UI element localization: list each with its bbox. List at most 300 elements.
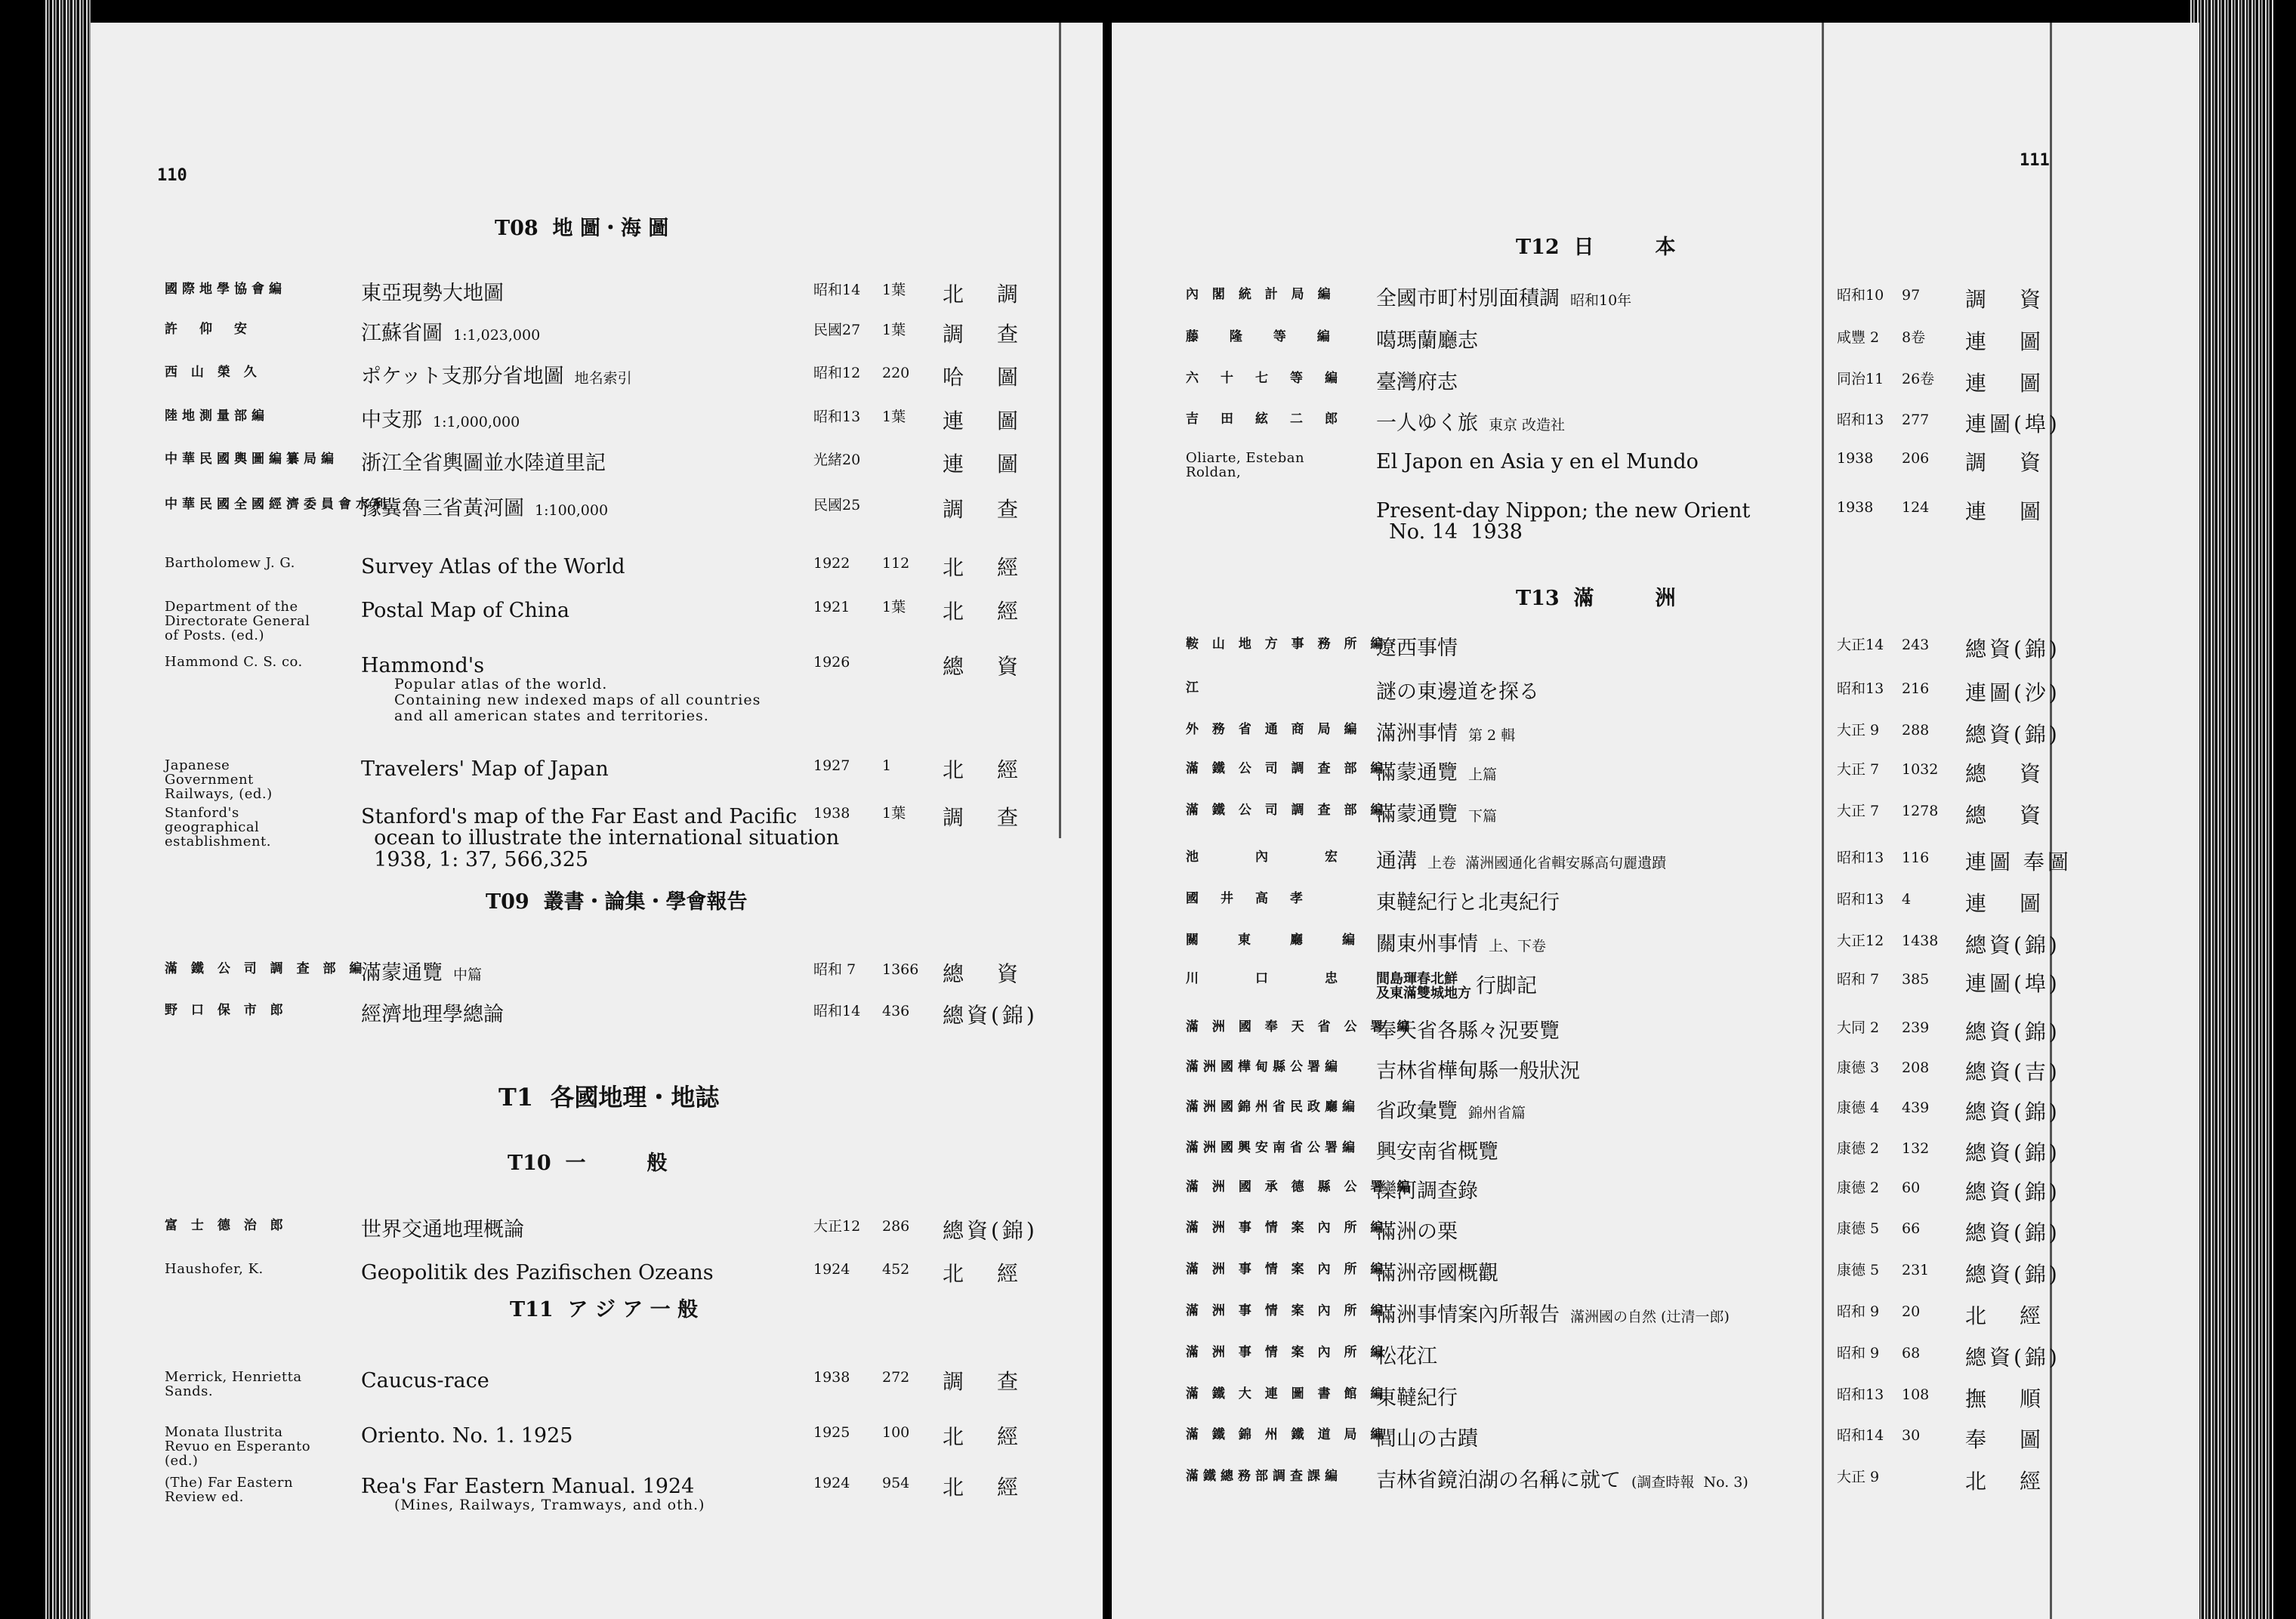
entry-title-text: 東韃紀行 (1376, 1386, 1458, 1410)
entry-row (91, 557, 1103, 602)
entry-location: 連圖(埠) (1965, 971, 2060, 996)
entry-date: 1927 (813, 757, 850, 774)
entry-author: Monata Ilustrita Revuo en Esperanto (ed.) (165, 1424, 311, 1469)
entry-title (361, 806, 839, 871)
entry-title-text: 吉林省樺甸縣一般狀況 (1376, 1059, 1580, 1083)
entry-date: 1924 (813, 1261, 850, 1278)
entry-author: 池 內 宏 (1186, 850, 1342, 865)
section-heading-t12: T12 日 本 (1516, 236, 1676, 259)
entry-row (91, 759, 1103, 804)
entry-date: 康德 3 (1837, 1059, 1880, 1076)
entry-date: 康德 5 (1837, 1262, 1880, 1278)
entry-title (361, 323, 540, 344)
entry-author: 滿 洲 事 情 案 內 所 編 (1186, 1220, 1388, 1235)
entry-count: 97 (1902, 287, 1921, 304)
entry-location: 連圖(埠) (1965, 412, 2060, 436)
entry-row (91, 1263, 1103, 1308)
entry-title (1376, 1305, 1730, 1326)
entry-count: 208 (1902, 1059, 1930, 1076)
entry-title (1376, 1142, 1498, 1163)
entry-date: 民國25 (813, 497, 861, 513)
entry-author: 陸地測量部編 (165, 409, 269, 424)
entry-author: 川 口 忠 (1186, 971, 1342, 986)
entry-title (1376, 638, 1458, 659)
entry-title-text: 行脚記 (1476, 974, 1537, 998)
entry-title (1376, 1388, 1458, 1409)
entry-title-text: 浙江全省輿圖並水陸道里記 (361, 452, 606, 475)
entry-subtitle: Popular atlas of the world. Containing new indexed maps of all countries and all american states and territories. (394, 676, 761, 725)
entry-date: 1938 (813, 805, 850, 822)
entry-title (1376, 851, 1666, 872)
entry-row (91, 805, 1103, 871)
entry-title-text: Hammond's (361, 654, 485, 677)
entry-row (1112, 1470, 2199, 1516)
entry-author: 滿 鐵 錦 州 鐵 道 局 編 (1186, 1427, 1388, 1442)
entry-date: 1938 (1837, 450, 1874, 467)
entry-location: 北經 (1965, 1303, 2075, 1328)
entry-title-text: 關東州事情 (1376, 933, 1478, 956)
entry-row (1112, 331, 2199, 376)
entry-title (1376, 288, 1631, 310)
entry-date: 大正 9 (1837, 1469, 1880, 1485)
entry-author: Oliarte, Esteban Roldan, (1186, 450, 1305, 480)
entry-date: 咸豐 2 (1837, 329, 1880, 346)
entry-row (91, 323, 1103, 369)
entry-author: Japanese Government Railways, (ed.) (165, 757, 273, 802)
entry-count: 8卷 (1902, 329, 1926, 346)
entry-author: Haushofer, K. (165, 1261, 264, 1277)
entry-note: 上卷 滿洲國通化省輯安縣高句麗遺蹟 (1427, 855, 1667, 871)
entry-date: 昭和10 (1837, 287, 1884, 304)
entry-count: 20 (1902, 1303, 1921, 1320)
page-number: 111 (2020, 151, 2050, 170)
entry-row (1112, 763, 2199, 808)
entry-date: 1924 (813, 1475, 850, 1491)
entry-title (1376, 501, 1750, 544)
entry-count: 132 (1902, 1140, 1930, 1157)
entry-title (1376, 893, 1560, 914)
entry-location: 連圖(沙) (1965, 680, 2060, 705)
entry-location: 總資 (943, 961, 1052, 986)
entry-row (91, 600, 1103, 646)
entry-row (1112, 372, 2199, 418)
entry-location: 調查 (943, 322, 1052, 347)
entry-location: 調查 (943, 1369, 1052, 1394)
entry-count: 66 (1902, 1220, 1921, 1237)
entry-title (1376, 452, 1699, 473)
entry-title (1376, 331, 1478, 352)
entry-location: 調查 (943, 497, 1052, 522)
entry-author: 關 東 廳 編 (1186, 933, 1359, 948)
entry-date: 康德 5 (1837, 1220, 1880, 1237)
entry-count: 272 (882, 1369, 910, 1386)
entry-author: 國際地學協會編 (165, 282, 286, 297)
entry-date: 康德 2 (1837, 1140, 1880, 1157)
entry-row (1112, 501, 2199, 546)
section-heading-t09: T09 叢書・論集・學會報告 (486, 890, 748, 914)
entry-count: 385 (1902, 971, 1930, 988)
entry-date: 昭和13 (1837, 1386, 1884, 1403)
entry-count: 1032 (1902, 761, 1939, 778)
entry-title-text: El Japon en Asia y en el Mundo (1376, 450, 1699, 473)
entry-location: 連圖 (943, 409, 1052, 433)
entry-location: 連圖 (1965, 499, 2075, 524)
entry-author: 中華民國全國經濟委員會水利 (165, 497, 390, 512)
entry-date: 昭和 7 (1837, 971, 1880, 988)
entry-author: Department of the Directorate General of Posts. (ed.) (165, 599, 310, 643)
entry-date: 1922 (813, 555, 850, 572)
entry-title (361, 600, 569, 621)
entry-row (1112, 973, 2199, 1018)
entry-title-text: 滿洲事情案內所報告 (1376, 1303, 1560, 1327)
entry-title-prefix: 間島琿春北鮮 及東滿雙城地方 (1376, 971, 1471, 1001)
entry-date: 1926 (813, 654, 850, 671)
entry-title-text: 奉天省各縣々況要覽 (1376, 1019, 1560, 1043)
entry-row (1112, 1388, 2199, 1433)
entry-date: 康德 2 (1837, 1180, 1880, 1196)
entry-title-text: 一人ゆく旅 (1376, 412, 1478, 435)
entry-date: 昭和14 (1837, 1427, 1884, 1444)
entry-author: 中華民國輿圖編纂局編 (165, 452, 338, 467)
entry-title (1376, 372, 1458, 393)
entry-count: 1278 (1902, 803, 1939, 819)
section-heading-t08: T08 地 圖・海 圖 (495, 217, 669, 240)
entry-title-text: Stanford's map of the Far East and Pacific ocean to illustrate the international situation 1938, 1: 37, 566,325 (361, 805, 840, 871)
entry-author: 滿洲國錦州省民政廳編 (1186, 1099, 1359, 1115)
entry-count: 243 (1902, 637, 1930, 653)
entry-title-text: 遼西事情 (1376, 637, 1458, 660)
entry-date: 昭和13 (1837, 412, 1884, 428)
entry-location: 北經 (943, 1424, 1052, 1449)
entry-date: 1938 (1837, 499, 1874, 516)
entry-author: 藤 隆 等 編 (1186, 329, 1335, 344)
entry-location: 總資(錦) (1965, 722, 2060, 747)
entry-title-text: 東韃紀行と北夷紀行 (1376, 891, 1560, 914)
entry-row (1112, 851, 2199, 896)
entry-title-text: 世界交通地理概論 (361, 1218, 524, 1241)
entry-date: 大正 7 (1837, 803, 1880, 819)
entry-title (1376, 763, 1497, 784)
section-heading-t1: T1 各國地理・地誌 (498, 1083, 720, 1112)
section-heading-t10: T10 一 般 (508, 1152, 668, 1175)
entry-title-text: Rea's Far Eastern Manual. 1924 (361, 1475, 695, 1498)
entry-date: 昭和13 (1837, 680, 1884, 697)
entry-author: Bartholomew J. G. (165, 555, 295, 571)
entry-title (361, 1426, 572, 1447)
entry-title-text: 閭山の古蹟 (1376, 1427, 1478, 1451)
entry-title-text: 滿蒙通覽 (1376, 803, 1458, 826)
entry-date: 昭和14 (813, 282, 861, 298)
entry-date: 昭和 9 (1837, 1303, 1880, 1320)
entry-row (1112, 1263, 2199, 1309)
entry-date: 昭和14 (813, 1003, 861, 1019)
entry-row (91, 453, 1103, 498)
entry-author: 滿洲國樺甸縣公署編 (1186, 1059, 1342, 1075)
entry-title (1376, 1263, 1498, 1284)
entry-location: 總資(錦) (1965, 1099, 2060, 1124)
entry-author: 滿 洲 事 情 案 內 所 編 (1186, 1345, 1388, 1360)
entry-date: 昭和13 (1837, 850, 1884, 866)
entry-date: 光緒20 (813, 452, 861, 468)
entry-location: 北經 (943, 1261, 1052, 1286)
entry-title-text: 江蘇省圖 (361, 322, 443, 345)
entry-note: 第 2 輯 (1468, 727, 1516, 744)
entry-row (1112, 638, 2199, 683)
entry-title-text: Geopolitik des Pazifischen Ozeans (361, 1261, 714, 1284)
entry-author: 野 口 保 市 郎 (165, 1003, 288, 1018)
entry-date: 1925 (813, 1424, 850, 1441)
entry-date: 大正14 (1837, 637, 1884, 653)
entry-location: 北調 (943, 282, 1052, 307)
entry-row (1112, 1101, 2199, 1146)
entry-row (91, 1426, 1103, 1471)
entry-title (361, 1371, 489, 1392)
entry-author: 滿 鐵 大 連 圖 書 館 編 (1186, 1386, 1388, 1402)
entry-date: 昭和 7 (813, 961, 856, 978)
entry-note: 錦州省篇 (1468, 1105, 1526, 1121)
entry-title-text: Present-day Nippon; the new Orient No. 14 1938 (1376, 499, 1751, 544)
section-heading-t11: T11 ア ジ ア 一 般 (510, 1298, 699, 1321)
entry-title (1376, 413, 1565, 434)
entry-title-text: 通溝 (1376, 850, 1417, 873)
entry-row (91, 654, 1103, 725)
entry-location: 哈圖 (943, 365, 1052, 390)
entry-location: 總資(錦) (1965, 1262, 2060, 1287)
entry-title (1376, 1346, 1437, 1368)
entry-location: 撫順 (1965, 1386, 2075, 1411)
entry-title-text: 臺灣府志 (1376, 371, 1458, 394)
entry-title (1376, 1181, 1478, 1202)
entry-count: 108 (1902, 1386, 1930, 1403)
entry-author: 滿鐵總務部調查課編 (1186, 1469, 1342, 1484)
entry-location: 總資 (943, 654, 1052, 679)
entry-date: 昭和12 (813, 365, 861, 381)
entry-title (361, 283, 504, 304)
entry-title (1376, 1222, 1458, 1243)
entry-count: 206 (1902, 450, 1930, 467)
entry-title (361, 453, 606, 474)
entry-title (361, 1263, 714, 1284)
entry-title-text: Survey Atlas of the World (361, 555, 625, 578)
entry-count: 1 (882, 757, 892, 774)
entry-note: 昭和10年 (1570, 292, 1632, 309)
entry-row (1112, 452, 2199, 497)
entry-count: 286 (882, 1218, 910, 1235)
entry-title (361, 366, 632, 387)
entry-location: 總資(錦) (1965, 1180, 2060, 1204)
entry-date: 昭和13 (813, 409, 861, 425)
entry-count: 288 (1902, 722, 1930, 739)
entry-location: 總資(錦) (1965, 1220, 2060, 1245)
entry-date: 1921 (813, 599, 850, 615)
entry-date: 昭和 9 (1837, 1345, 1880, 1362)
entry-author: 滿 洲 事 情 案 內 所 編 (1186, 1262, 1388, 1277)
entry-note: (調查時報 No. 3) (1631, 1474, 1748, 1491)
entry-title (361, 1220, 524, 1241)
entry-location: 連圖 (1965, 891, 2075, 916)
entry-count: 452 (882, 1261, 910, 1278)
entry-count: 436 (882, 1003, 910, 1019)
entry-date: 大正 7 (1837, 761, 1880, 778)
entry-count: 1438 (1902, 933, 1939, 949)
entry-location: 連圖 (943, 452, 1052, 476)
entry-location: 總資(錦) (1965, 933, 2060, 958)
entry-count: 216 (1902, 680, 1930, 697)
entry-count: 60 (1902, 1180, 1921, 1196)
entry-count: 30 (1902, 1427, 1921, 1444)
entry-date: 大同 2 (1837, 1019, 1880, 1036)
entry-location: 北經 (943, 757, 1052, 782)
entry-title-text: 興安南省概覽 (1376, 1140, 1498, 1164)
entry-note: 1:1,000,000 (433, 414, 520, 430)
book-edge-right (2190, 0, 2273, 1619)
entry-author: 西 山 榮 久 (165, 365, 261, 380)
entry-title-text: 滿洲帝國概觀 (1376, 1262, 1498, 1285)
entry-date: 大正 9 (1837, 722, 1880, 739)
entry-count: 439 (1902, 1099, 1930, 1116)
entry-title (1376, 973, 1537, 1001)
entry-title (1376, 1061, 1580, 1082)
entry-note: 1:1,023,000 (453, 327, 541, 344)
entry-author: 國 井 高 孝 (1186, 891, 1307, 906)
entry-title-text: Caucus-race (361, 1369, 489, 1392)
entry-count: 954 (882, 1475, 910, 1491)
entry-title-text: Travelers' Map of Japan (361, 757, 609, 781)
entry-count: 1葉 (882, 599, 906, 615)
entry-location: 總資(錦) (1965, 1345, 2060, 1370)
entry-location: 連圖 (1965, 329, 2075, 354)
entry-title-text: 省政彙覽 (1376, 1099, 1458, 1123)
entry-title (361, 1476, 705, 1513)
entry-title (1376, 682, 1539, 703)
entry-title (361, 498, 608, 520)
entry-title-text: 豫冀魯三省黃河圖 (361, 497, 524, 520)
entry-author: 吉 田 絃 二 郎 (1186, 412, 1342, 427)
entry-author: Merrick, Henrietta Sands. (165, 1369, 302, 1399)
entry-date: 民國27 (813, 322, 861, 338)
entry-row (1112, 1346, 2199, 1392)
entry-title (361, 759, 609, 780)
entry-row (1112, 288, 2199, 334)
entry-author: 滿 洲 國 承 德 縣 公 署 編 (1186, 1180, 1415, 1195)
entry-author: 滿 洲 國 奉 天 省 公 署 編 (1186, 1019, 1415, 1035)
entry-location: 北經 (1965, 1469, 2075, 1494)
entry-location: 總資 (1965, 803, 2075, 828)
entry-date: 同治11 (1837, 371, 1884, 387)
entry-author: (The) Far Eastern Review ed. (165, 1475, 294, 1505)
entry-note: 上篇 (1468, 766, 1498, 783)
entry-location: 北經 (943, 555, 1052, 580)
entry-title-text: 中支那 (361, 409, 422, 432)
entry-author: 鞍 山 地 方 事 務 所 編 (1186, 637, 1388, 652)
entry-row (1112, 1305, 2199, 1350)
entry-count: 220 (882, 365, 910, 381)
entry-count: 1葉 (882, 409, 906, 425)
entry-title (1376, 723, 1515, 745)
entry-author: 六 十 七 等 編 (1186, 371, 1342, 386)
entry-author: 滿 鐵 公 司 調 查 部 編 (1186, 803, 1388, 818)
entry-note: 上、下卷 (1489, 938, 1547, 954)
entry-author: Stanford's geographical establishment. (165, 805, 271, 850)
entry-title-text: 吉林省鏡泊湖の名稱に就て (1376, 1469, 1621, 1492)
entry-title (1376, 934, 1546, 955)
entry-location: 調查 (943, 805, 1052, 830)
entry-title-text: 噶瑪蘭廳志 (1376, 329, 1478, 353)
entry-row (1112, 1181, 2199, 1226)
entry-author: 滿 鐵 公 司 調 查 部 編 (1186, 761, 1388, 776)
entry-title-text: Oriento. No. 1. 1925 (361, 1424, 573, 1448)
section-heading-t13: T13 滿 洲 (1516, 587, 1676, 610)
entry-count: 116 (1902, 850, 1930, 866)
entry-row (91, 1371, 1103, 1416)
entry-location: 總資(錦) (943, 1218, 1038, 1243)
entry-title-text: 經濟地理學總論 (361, 1003, 504, 1026)
entry-date: 康德 4 (1837, 1099, 1880, 1116)
entry-title (1376, 1101, 1526, 1122)
entry-count: 1366 (882, 961, 919, 978)
entry-location: 總資(吉) (1965, 1059, 2060, 1084)
entry-count: 231 (1902, 1262, 1930, 1278)
entry-row (91, 366, 1103, 412)
entry-location: 總資(錦) (1965, 1019, 2060, 1044)
entry-count: 112 (882, 555, 910, 572)
entry-location: 總資(錦) (1965, 637, 2060, 661)
entry-date: 昭和13 (1837, 891, 1884, 908)
entry-title-text: 滿洲の栗 (1376, 1220, 1458, 1244)
entry-author: 滿 洲 事 情 案 內 所 編 (1186, 1303, 1388, 1318)
entry-count: 68 (1902, 1345, 1921, 1362)
entry-note: 東京 改造社 (1489, 417, 1566, 433)
entry-title (361, 410, 520, 431)
entry-count: 277 (1902, 412, 1930, 428)
entry-title-text: 東亞現勢大地圖 (361, 282, 504, 305)
entry-count: 26卷 (1902, 371, 1935, 387)
entry-note: 下篇 (1468, 808, 1498, 825)
entry-row (1112, 893, 2199, 938)
entry-row (91, 963, 1103, 1008)
right-page (1112, 23, 2199, 1619)
entry-title-text: 滿洲事情 (1376, 722, 1458, 745)
entry-title-text: 滿蒙通覽 (361, 961, 443, 985)
entry-count: 4 (1902, 891, 1912, 908)
entry-count: 124 (1902, 499, 1930, 516)
entry-author: 江 (1186, 680, 1203, 695)
entry-author: 內 閣 統 計 局 編 (1186, 287, 1335, 302)
entry-title (1376, 1470, 1748, 1491)
entry-title (361, 1004, 504, 1025)
entry-location: 總資 (1965, 761, 2075, 786)
entry-subtitle: (Mines, Railways, Tramways, and oth.) (394, 1497, 705, 1514)
entry-date: 大正12 (813, 1218, 861, 1235)
entry-title-text: 滿蒙通覽 (1376, 761, 1458, 785)
entry-note: 地名索引 (574, 370, 632, 387)
entry-location: 總資(錦) (1965, 1140, 2060, 1165)
left-page (91, 23, 1103, 1619)
entry-row (1112, 682, 2199, 727)
entry-note: 中篇 (453, 967, 483, 983)
entry-location: 調資 (1965, 450, 2075, 475)
entry-location: 調資 (1965, 287, 2075, 312)
entry-title (1376, 804, 1497, 825)
entry-row (1112, 1429, 2199, 1474)
page-number: 110 (157, 166, 187, 185)
entry-row (91, 1476, 1103, 1522)
entry-title-text: 謎の東邊道を探る (1376, 680, 1539, 704)
entry-date: 大正12 (1837, 933, 1884, 949)
entry-location: 北經 (943, 1475, 1052, 1500)
entry-title (1376, 1429, 1478, 1450)
entry-count: 1葉 (882, 322, 906, 338)
